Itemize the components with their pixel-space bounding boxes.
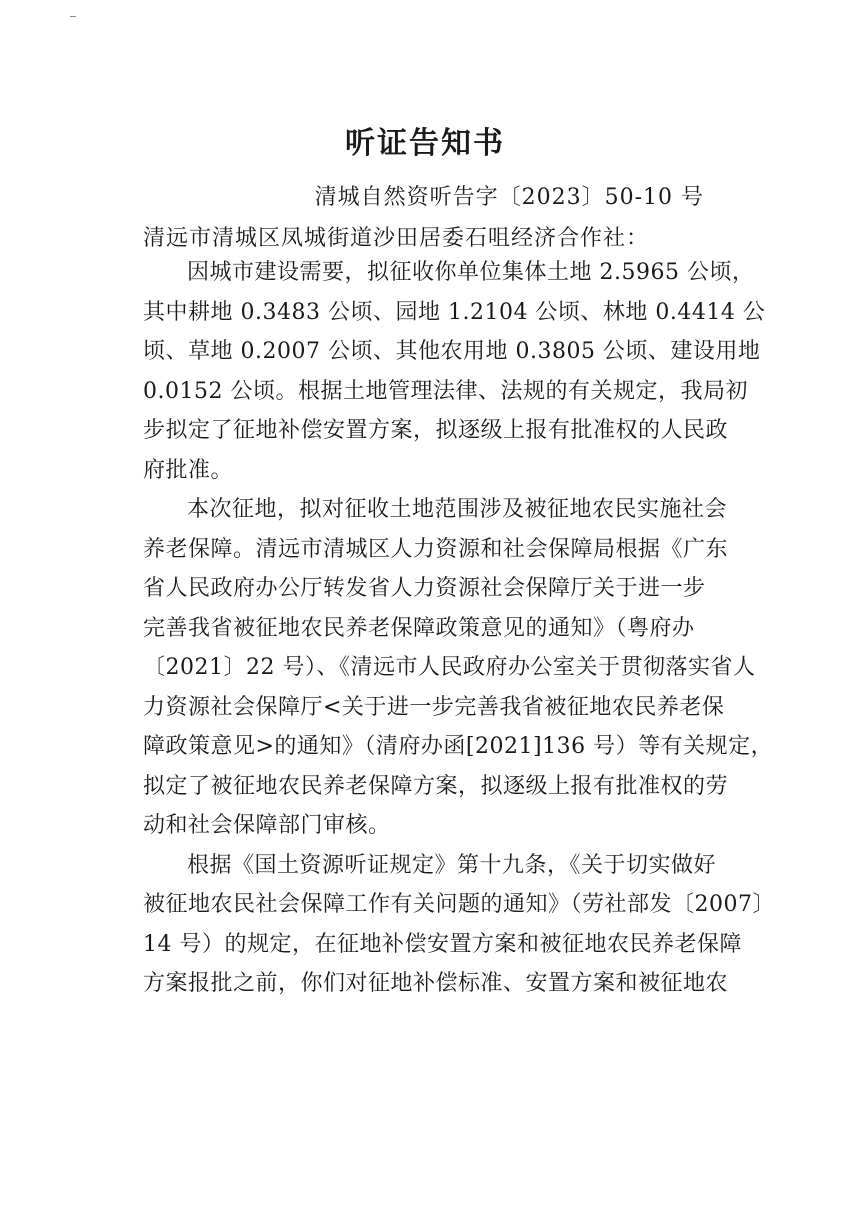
scan-mark <box>70 16 76 17</box>
paragraph-line: 养老保障。清远市清城区人力资源和社会保障局根据《广东 <box>143 536 729 562</box>
paragraph-1 <box>143 253 766 490</box>
paragraph-line: 省人民政府办公厅转发省人力资源社会保障厅关于进一步 <box>143 576 706 601</box>
paragraph-line: 府批准。 <box>143 457 234 483</box>
addressee: 清远市清城区凤城街道沙田居委石咀经济合作社： <box>143 226 650 251</box>
paragraph-line: 其中耕地 0.3483 公顷、园地 1.2104 公顷、林地 0.4414 公 <box>143 299 766 325</box>
paragraph-line: 步拟定了征地补偿安置方案，拟逐级上报有批准权的人民政 <box>143 418 729 443</box>
paragraph-line: 因城市建设需要，拟征收你单位集体土地 2.5965 公顷， <box>187 260 755 285</box>
paragraph-line: 本次征地，拟对征收土地范围涉及被征地农民实施社会 <box>187 497 728 522</box>
paragraph-line: 力资源社会保障厅<关于进一步完善我省被征地农民养老保 <box>143 694 725 720</box>
paragraph-line: 根据《国土资源听证规定》第十九条，《关于切实做好 <box>187 852 717 878</box>
paragraph-line: 被征地农民社会保障工作有关问题的通知》（劳社部发〔2007〕 <box>143 892 775 917</box>
paragraph-2 <box>143 490 774 846</box>
document-body <box>143 253 775 1004</box>
paragraph-line: 14 号）的规定，在征地补偿安置方案和被征地农民养老保障 <box>143 931 742 957</box>
paragraph-line: 动和社会保障部门审核。 <box>143 813 391 838</box>
document-title: 听证告知书 <box>345 126 505 161</box>
paragraph-line: 完善我省被征地农民养老保障政策意见的通知》（粤府办 <box>143 615 695 641</box>
paragraph-line: 方案报批之前，你们对征地补偿标准、安置方案和被征地农 <box>143 971 729 996</box>
paragraph-line: 障政策意见>的通知》（清府办函[2021]136 号）等有关规定， <box>143 734 774 759</box>
paragraph-line: 顷、草地 0.2007 公顷、其他农用地 0.3805 公顷、建设用地 <box>143 339 761 364</box>
document-number: 清城自然资听告字〔2023〕50-10 号 <box>314 185 704 210</box>
paragraph-3 <box>143 846 775 1004</box>
paragraph-line: 拟定了被征地农民养老保障方案，拟逐级上报有批准权的劳 <box>143 773 729 799</box>
paragraph-line: 〔2021〕22 号）、《清远市人民政府办公室关于贯彻落实省人 <box>143 655 756 680</box>
paragraph-line: 0.0152 公顷。根据土地管理法律、法规的有关规定，我局初 <box>143 378 748 404</box>
